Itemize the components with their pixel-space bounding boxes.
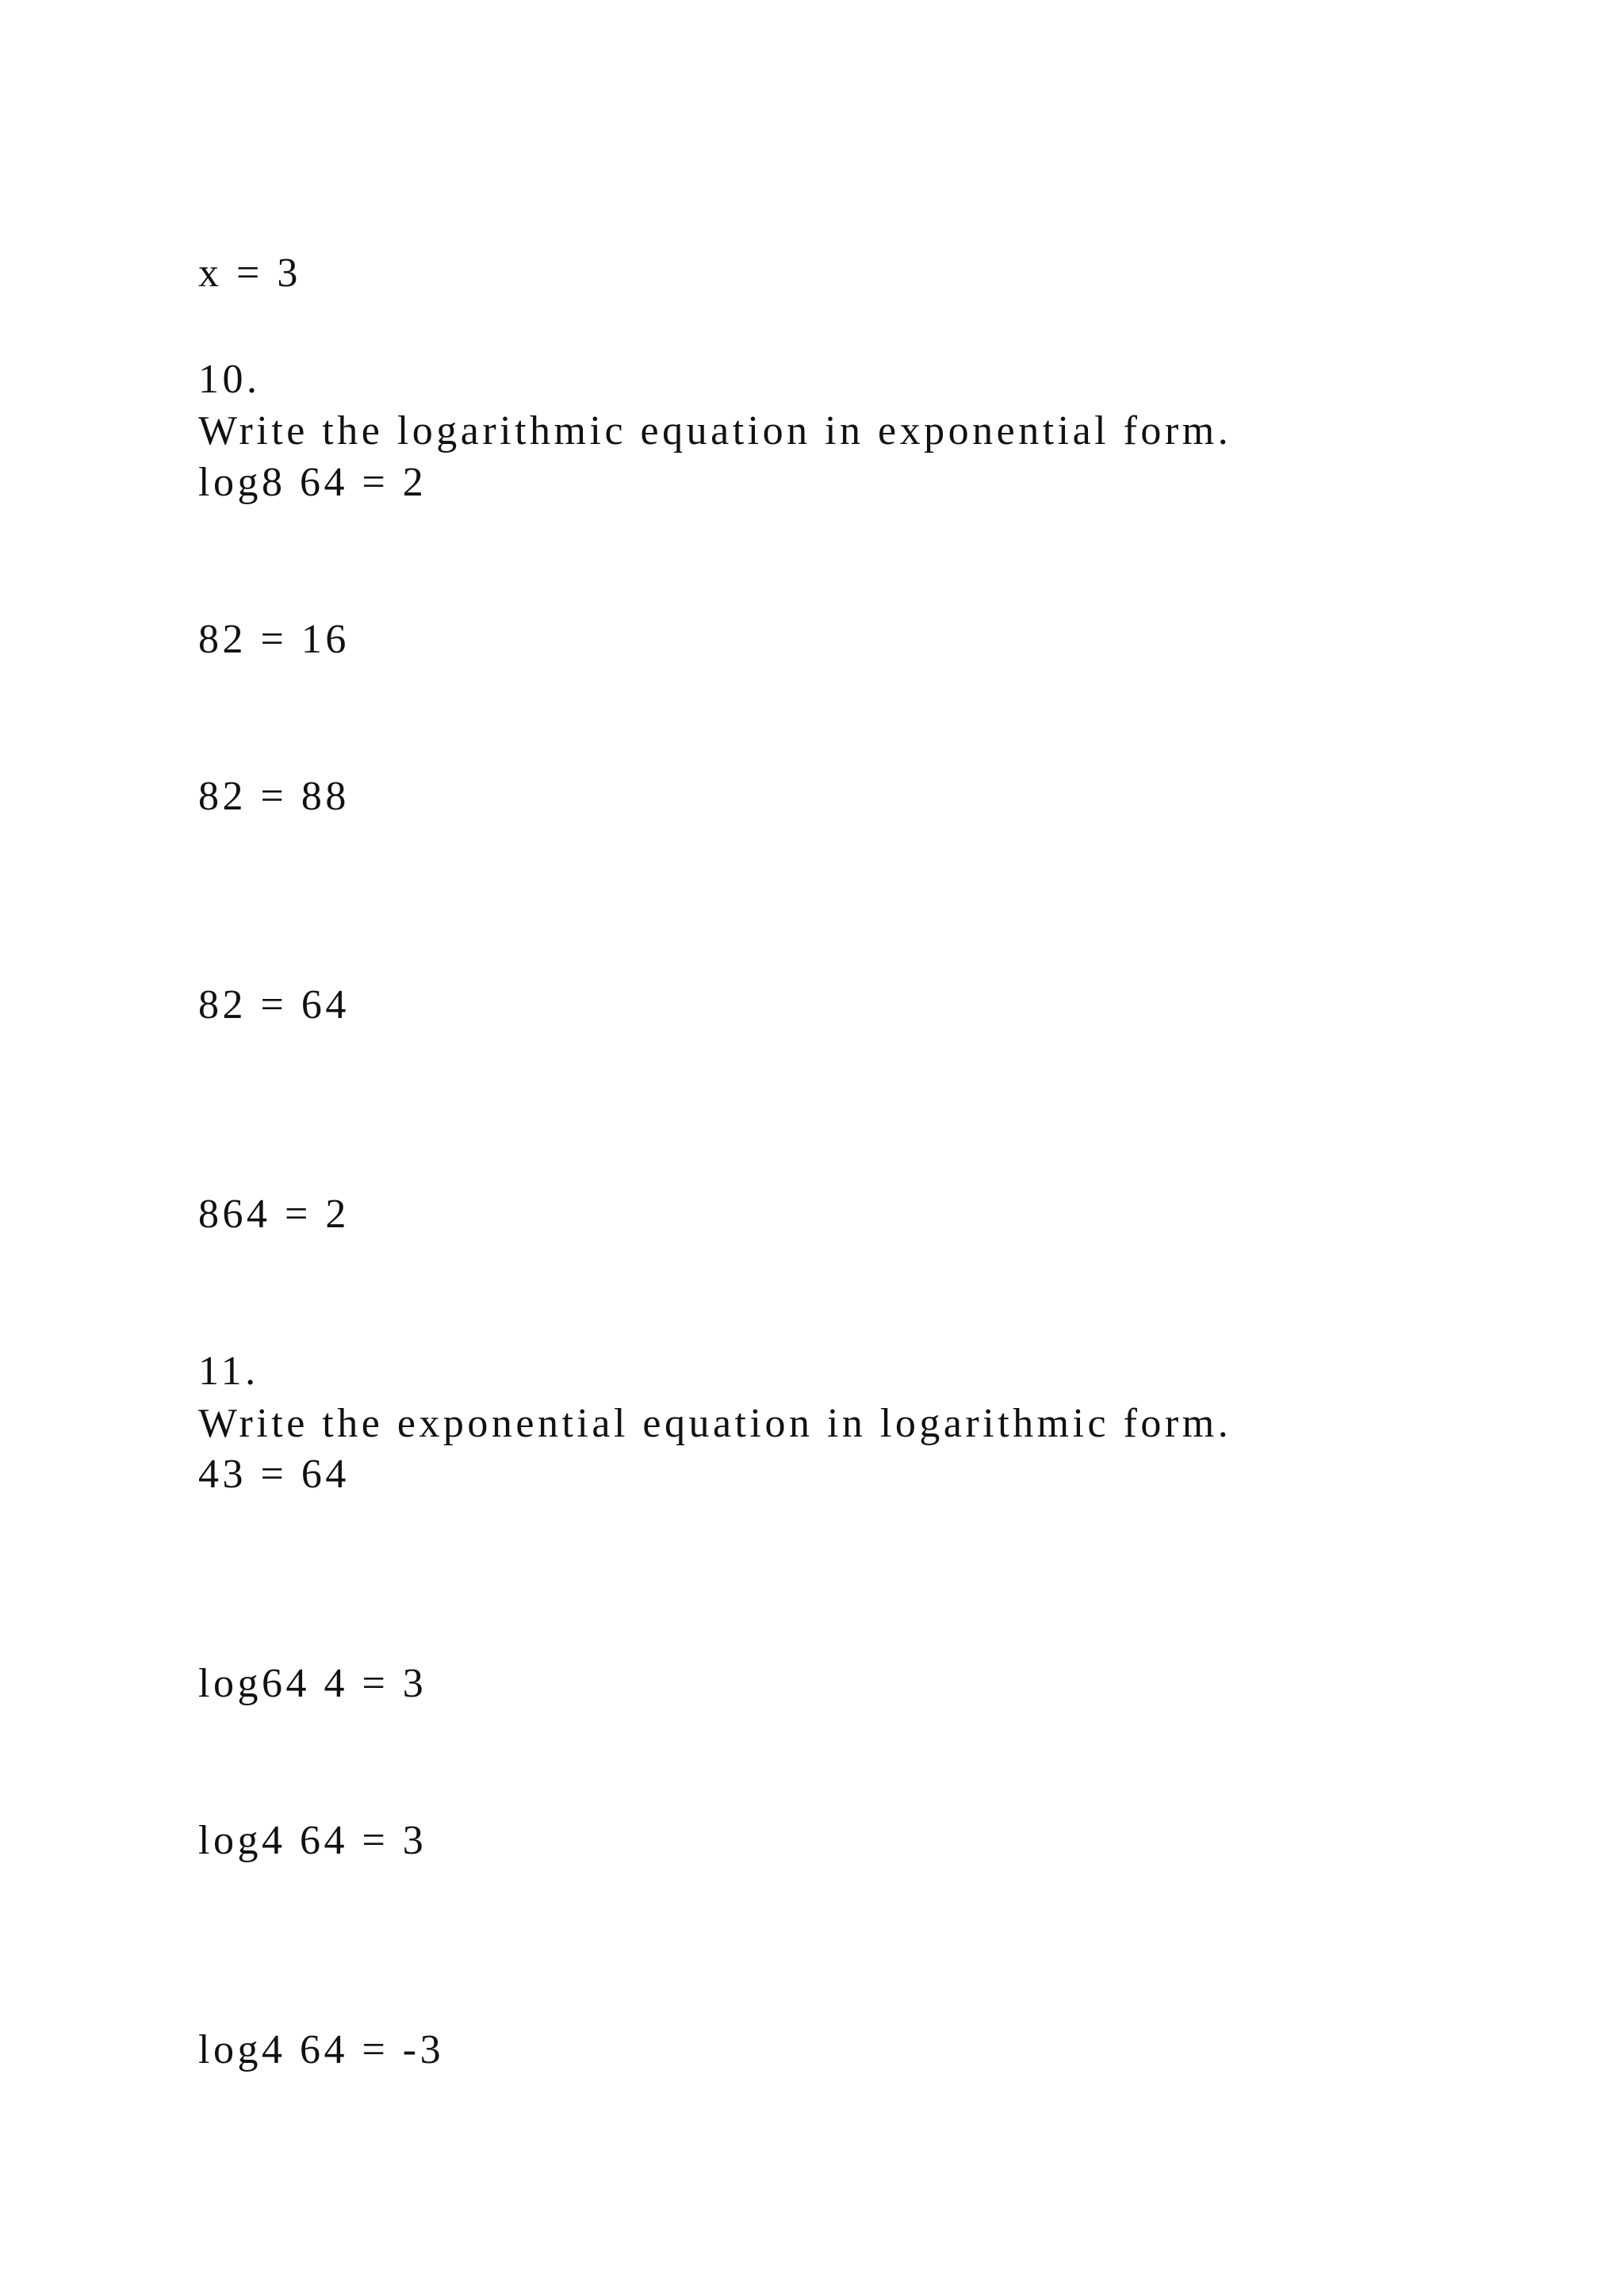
question-11-prompt: Write the exponential equation in logarithmic form. bbox=[198, 1401, 1232, 1446]
question-10-prompt: Write the logarithmic equation in exponential form. bbox=[198, 408, 1232, 453]
previous-answer: x = 3 bbox=[198, 251, 301, 296]
question-11-number: 11. bbox=[198, 1349, 259, 1394]
question-11-option-a: log64 4 = 3 bbox=[198, 1661, 427, 1706]
question-10-option-d: 864 = 2 bbox=[198, 1192, 350, 1237]
question-11-option-b: log4 64 = 3 bbox=[198, 1818, 427, 1863]
question-11-option-c: log4 64 = -3 bbox=[198, 2027, 445, 2072]
question-10-option-c: 82 = 64 bbox=[198, 982, 350, 1027]
question-10-option-a: 82 = 16 bbox=[198, 617, 350, 662]
question-10-option-b: 82 = 88 bbox=[198, 774, 350, 819]
question-10-number: 10. bbox=[198, 357, 261, 402]
question-11-equation: 43 = 64 bbox=[198, 1452, 350, 1497]
question-10-equation: log8 64 = 2 bbox=[198, 460, 427, 505]
